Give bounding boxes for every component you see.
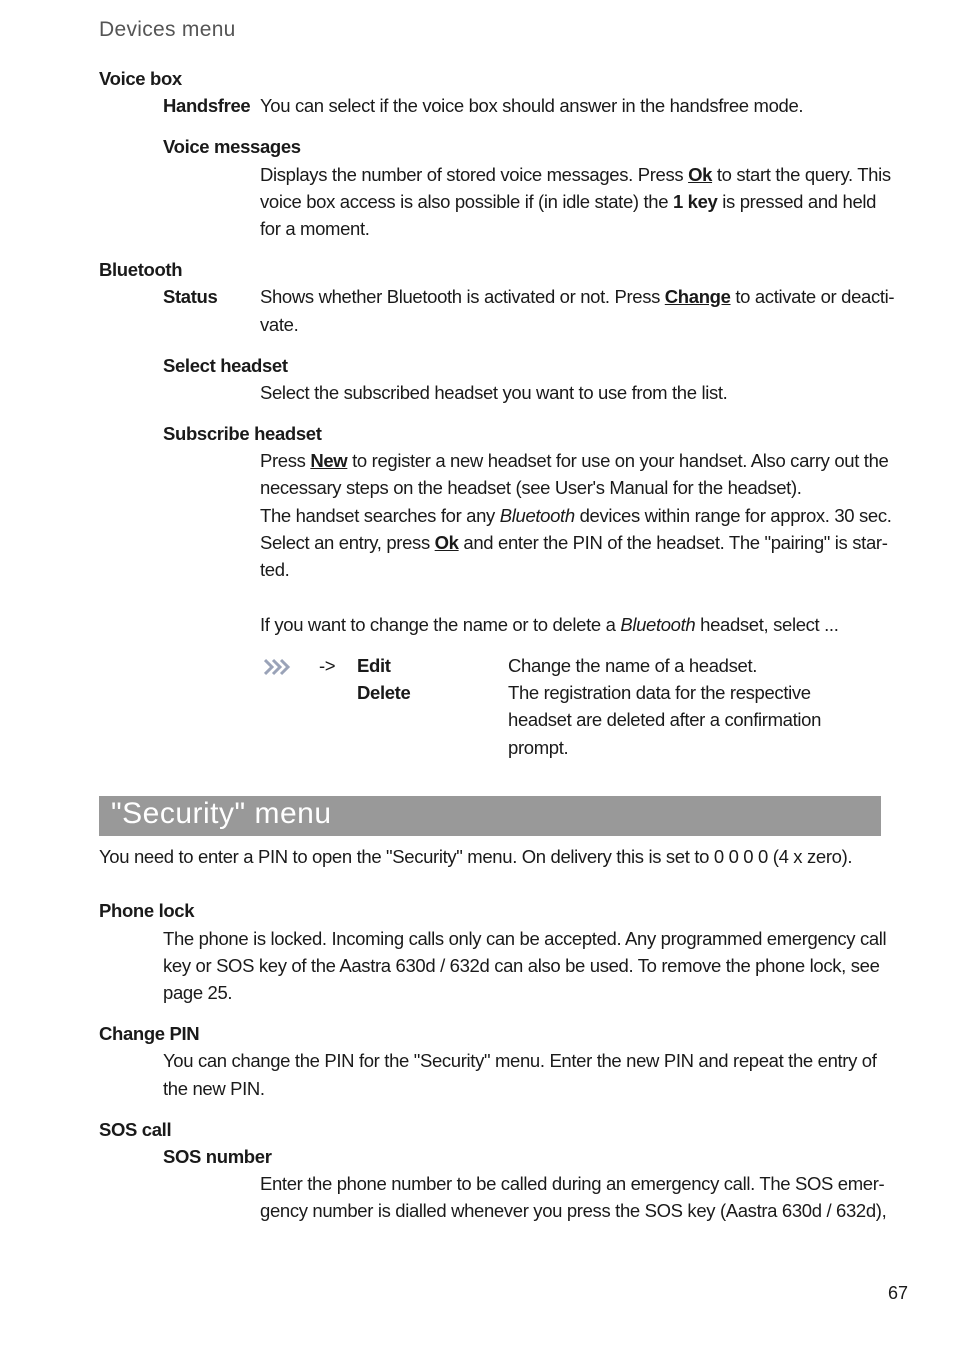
status-line-2: vate. [260,314,299,335]
change-pin-line-2: the new PIN. [163,1078,265,1099]
new-softkey-ref: New [310,450,348,471]
ok-softkey-ref: Ok [688,164,713,185]
status-label: Status [163,286,218,307]
voice-messages-line-1: Displays the number of stored voice messages. Press Ok to start the query. This [260,164,891,185]
running-header: Devices menu [99,18,236,41]
status-line-1: Shows whether Bluetooth is activated or not. Press Change to activate or deacti- [260,286,895,307]
ok-softkey-ref-2: Ok [434,532,459,553]
security-section-title: "Security" menu [111,797,332,830]
phone-lock-line-2: key or SOS key of the Aastra 630d / 632d can also be used. To remove the phone lock, see [163,955,880,976]
sos-number-line-1: Enter the phone number to be called during an emergency call. The SOS emer- [260,1173,885,1194]
arrow-text: -> [319,655,336,676]
delete-option-desc-3: prompt. [508,737,569,758]
subscribe-line-1: Press New to register a new headset for use on your handset. Also carry out the [260,450,889,471]
subscribe-headset-label: Subscribe headset [163,423,322,444]
page-number: 67 [888,1283,909,1303]
change-softkey-ref: Change [664,286,731,307]
phone-lock-line-3: page 25. [163,982,233,1003]
subscribe-line-5: ted. [260,559,290,580]
sos-number-line-2: gency number is dialled whenever you press the SOS key (Aastra 630d / 632d), [260,1200,887,1221]
change-pin-heading: Change PIN [99,1023,200,1044]
select-headset-text: Select the subscribed headset you want to use from the list. [260,382,728,403]
edit-option-label: Edit [357,655,391,676]
subscribe-line-4: Select an entry, press Ok and enter the PIN of the headset. The "pairing" is star- [260,532,888,553]
subscribe-line-2: necessary steps on the headset (see User's Manual for the headset). [260,477,802,498]
edit-option-desc: Change the name of a headset. [508,655,758,676]
voice-box-heading: Voice box [99,68,182,89]
subscribe-line-6: If you want to change the name or to delete a Bluetooth headset, select ... [260,614,839,635]
voice-messages-line-3: for a moment. [260,218,370,239]
phone-lock-line-1: The phone is locked. Incoming calls only can be accepted. Any programmed emergency call [163,928,887,949]
handsfree-text: You can select if the voice box should answer in the handsfree mode. [260,95,804,116]
delete-option-label: Delete [357,682,411,703]
subscribe-line-3: The handset searches for any Bluetooth devices within range for approx. 30 sec. [260,505,892,526]
voice-messages-label: Voice messages [163,136,301,157]
sos-number-label: SOS number [163,1146,272,1167]
security-intro: You need to enter a PIN to open the "Security" menu. On delivery this is set to 0 0 0 0 (4 x zero). [99,846,853,867]
voice-messages-line-2: voice box access is also possible if (in idle state) the 1 key is pressed and held [260,191,877,212]
select-headset-label: Select headset [163,355,288,376]
triple-chevron-icon [264,658,292,676]
key-1-ref: 1 key [672,191,718,212]
phone-lock-heading: Phone lock [99,900,195,921]
sos-call-heading: SOS call [99,1119,172,1140]
bluetooth-heading: Bluetooth [99,259,183,280]
handsfree-label: Handsfree [163,95,251,116]
delete-option-desc-1: The registration data for the respective [508,682,811,703]
delete-option-desc-2: headset are deleted after a confirmation [508,709,822,730]
change-pin-line-1: You can change the PIN for the "Security" menu. Enter the new PIN and repeat the entry of [163,1050,877,1071]
